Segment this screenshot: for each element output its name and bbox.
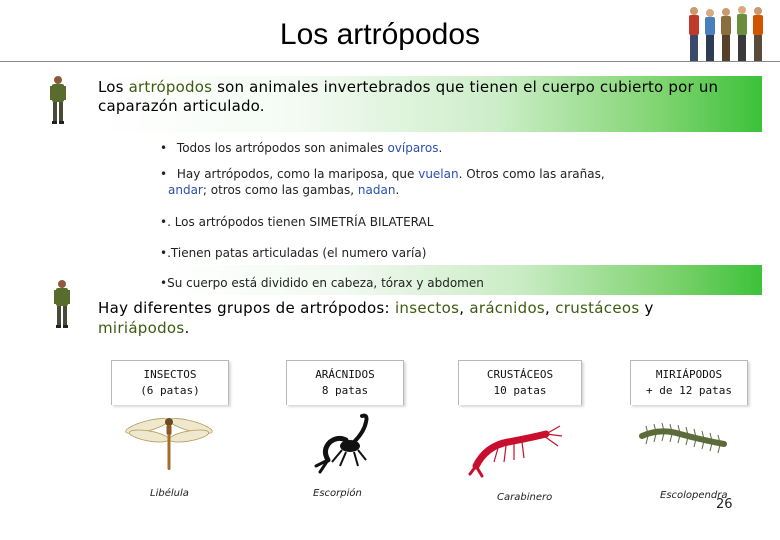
andar-link[interactable]: andar — [168, 183, 203, 197]
bullet-marker: • — [160, 141, 168, 155]
sep: , — [459, 299, 470, 317]
insectos-box — [111, 360, 229, 405]
caption-carabinero: Carabinero — [497, 492, 553, 503]
page-number: 26 — [716, 497, 733, 512]
list-item — [160, 214, 640, 230]
list-item — [160, 276, 484, 290]
bullet-text-cont: ; otros como las gambas, — [202, 183, 358, 197]
miriapodos-box — [630, 360, 748, 405]
scorpion-image — [308, 410, 384, 476]
groups-prefix: Hay diferentes grupos de artrópodos: — [98, 299, 395, 317]
caption-libelula: Libélula — [150, 488, 189, 499]
group-name: CRUSTÁCEOS — [486, 368, 554, 381]
group-aracnidos: arácnidos — [469, 299, 546, 317]
list-item — [160, 245, 640, 261]
intro-highlight-word: artrópodos — [128, 78, 213, 96]
oviparos-link[interactable]: ovíparos — [387, 141, 439, 155]
page-title: Los artrópodos — [279, 18, 481, 51]
bullet-marker: • — [160, 276, 168, 290]
caption-escolopendra: Escolopendra — [660, 490, 728, 501]
sep: . — [184, 319, 190, 337]
bullet-punct: . — [438, 141, 443, 155]
dragonfly-image — [125, 408, 215, 474]
list-item — [160, 140, 640, 156]
list-item — [160, 166, 640, 198]
boy-figure-illustration — [52, 278, 72, 330]
bullet-text: Hay artrópodos, como la mariposa, que — [176, 167, 419, 181]
intro-line2: caparazón articulado. — [98, 97, 265, 115]
bullet-text: . Los artrópodos tienen SIMETRÍA BILATERAL — [167, 215, 434, 229]
bullet-text: .Tienen patas articuladas (el numero varía) — [167, 246, 427, 260]
group-name: MIRIÁPODOS — [655, 368, 723, 381]
bullet-text-cont: . Otros como las arañas, — [458, 167, 605, 181]
group-name: ARÁCNIDOS — [315, 368, 375, 381]
nadan-link[interactable]: nadan — [357, 183, 396, 197]
caption-escorpion: Escorpión — [313, 488, 362, 499]
bullet-text: Su cuerpo está dividido en cabeza, tórax y abdomen — [167, 276, 484, 290]
sep: , — [545, 299, 556, 317]
centipede-image — [636, 418, 732, 458]
shrimp-image — [468, 418, 564, 478]
bullet-text: Todos los artrópodos son animales — [176, 141, 388, 155]
group-legs: + de 12 patas — [645, 384, 733, 397]
crustaceos-box — [458, 360, 582, 405]
group-crustaceos: crustáceos — [555, 299, 640, 317]
boy-figure-illustration — [48, 74, 68, 126]
title-divider — [0, 61, 780, 62]
students-group-illustration — [684, 2, 774, 68]
group-name: INSECTOS — [143, 368, 197, 381]
intro-prefix: Los — [98, 78, 129, 96]
vuelan-link[interactable]: vuelan — [418, 167, 459, 181]
intro-suffix: son animales invertebrados que tienen el cuerpo cubierto por un — [212, 78, 719, 96]
bullet-marker: • — [160, 167, 168, 181]
intro-paragraph — [98, 78, 768, 116]
sep: y — [639, 299, 654, 317]
group-legs: (6 patas) — [140, 384, 200, 397]
aracnidos-box — [286, 360, 404, 405]
bullet-marker: • — [160, 246, 168, 260]
group-insectos: insectos — [394, 299, 460, 317]
bullet-marker: • — [160, 215, 168, 229]
groups-sentence — [98, 298, 738, 338]
bullet-punct: . — [395, 183, 400, 197]
group-miriapodos: miriápodos — [98, 319, 185, 337]
group-legs: 8 patas — [321, 384, 369, 397]
group-legs: 10 patas — [493, 384, 547, 397]
